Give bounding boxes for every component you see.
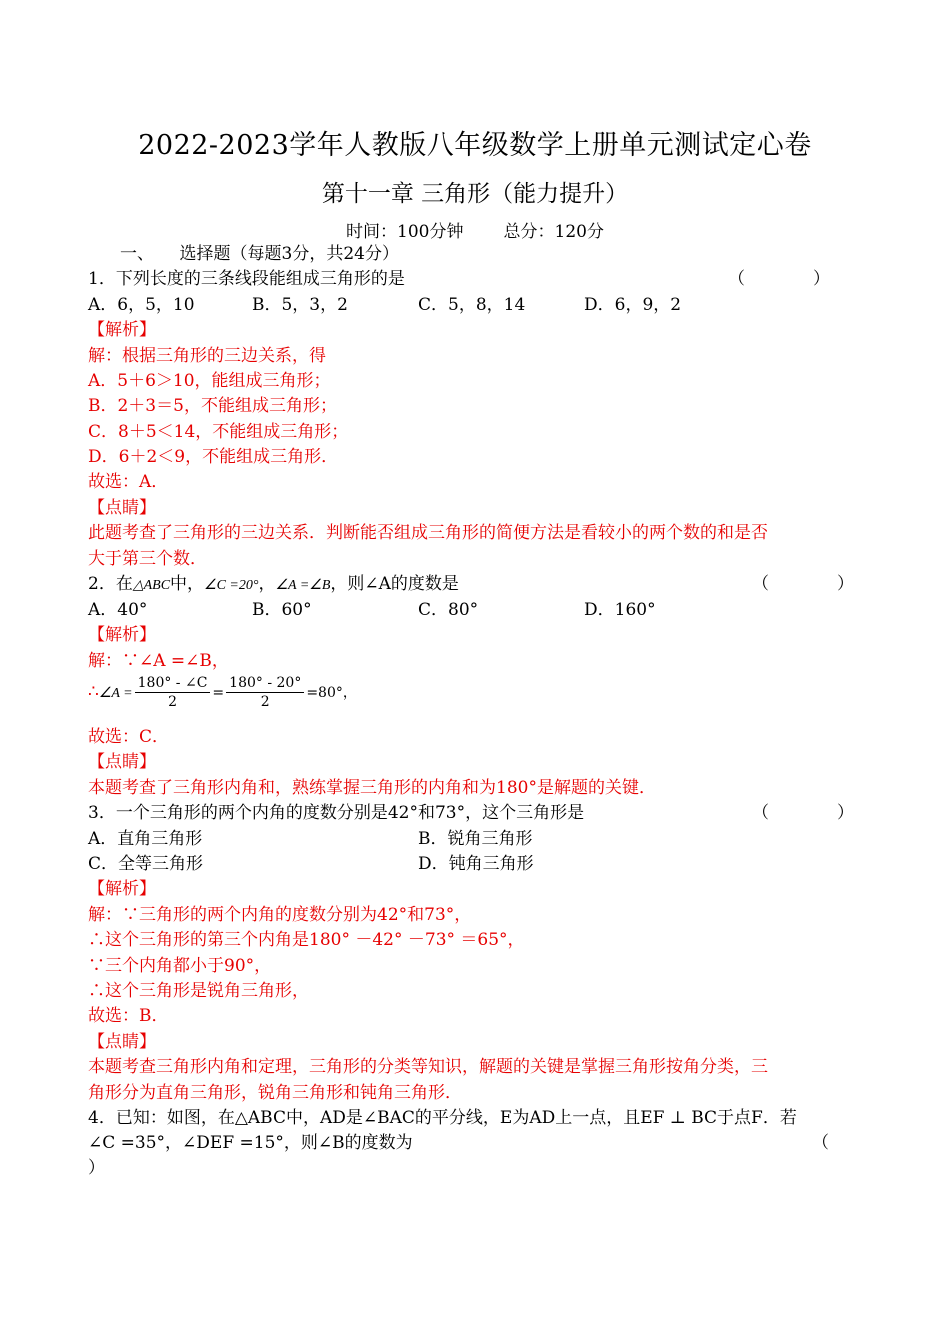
q4-paren-close: ） bbox=[88, 1158, 105, 1178]
chapter-subtitle: 第十一章 三角形（能力提升） bbox=[321, 181, 629, 207]
q1-jiexi-heading: 【解析】 bbox=[88, 320, 156, 340]
fraction: $\frac{180^\circ - \angle C}{2}$ bbox=[135, 674, 211, 711]
q2-stem: 2．在△ABC中，∠C =20°，∠A =∠B，则∠A的度数是 bbox=[88, 574, 459, 594]
q1-solution-line: 解：根据三角形的三边关系，得 bbox=[88, 346, 326, 366]
q2-dianjing-heading: 【点睛】 bbox=[88, 752, 156, 772]
q2-note: 本题考查了三角形内角和，熟练掌握三角形的内角和为180°是解题的关键． bbox=[88, 778, 656, 798]
q3-solution-line: ∴这个三角形的第三个内角是180° －42° －73° ＝65°， bbox=[88, 930, 525, 950]
q1-solution-line: D．6＋2＜9，不能组成三角形． bbox=[88, 447, 339, 467]
q1-option-d: D．6，9，2 bbox=[584, 295, 682, 315]
q1-note-line: 此题考查了三角形的三边关系．判断能否组成三角形的简便方法是看较小的两个数的和是否 bbox=[88, 523, 768, 543]
q1-option-c: C．5，8，14 bbox=[418, 295, 526, 315]
q2-formula: ∴∠A = $\frac{180^\circ - \angle C}{2}$ = $\frac{180^\circ - 20^\circ}{2}$ =80°， bbox=[88, 675, 357, 710]
q2-answer: 故选：C． bbox=[88, 727, 170, 747]
q3-stem: 3．一个三角形的两个内角的度数分别是42°和73°，这个三角形是 bbox=[88, 803, 585, 823]
q1-solution-line: A．5＋6＞10，能组成三角形； bbox=[88, 371, 331, 391]
exam-info bbox=[0, 217, 950, 242]
q3-jiexi-heading: 【解析】 bbox=[88, 879, 156, 899]
q3-option-a: A．直角三角形 bbox=[88, 829, 203, 849]
q3-solution-line: ∴这个三角形是锐角三角形， bbox=[88, 981, 309, 1001]
q1-stem: 1．下列长度的三条线段能组成三角形的是 bbox=[88, 269, 405, 289]
q3-answer-paren: （ ） bbox=[752, 803, 854, 823]
q2-option-c: C．80° bbox=[418, 600, 479, 620]
q3-solution-line: 解：∵三角形的两个内角的度数分别为42°和73°， bbox=[88, 905, 472, 925]
q2-solution-line: 解：∵∠A =∠B， bbox=[88, 651, 229, 671]
q2-angle-equality: ∠A =∠B bbox=[275, 578, 331, 593]
q2-answer-paren: （ ） bbox=[752, 574, 854, 594]
q1-solution-line: B．2＋3＝5，不能组成三角形； bbox=[88, 396, 337, 416]
time-label: 时间：100分钟 bbox=[346, 222, 464, 242]
fraction: $\frac{180^\circ - 20^\circ}{2}$ bbox=[226, 674, 304, 711]
q1-note-line: 大于第三个数． bbox=[88, 549, 207, 569]
q4-stem-line2: ∠C =35°，∠DEF =15°，则∠B的度数为 bbox=[88, 1133, 413, 1153]
document-title: 2022-2023学年人教版八年级数学上册单元测试定心卷 bbox=[138, 130, 812, 161]
q3-note-line: 角形分为直角三角形，锐角三角形和钝角三角形． bbox=[88, 1083, 462, 1103]
q3-note-line: 本题考查三角形内角和定理，三角形的分类等知识，解题的关键是掌握三角形按角分类，三 bbox=[88, 1057, 768, 1077]
q2-jiexi-heading: 【解析】 bbox=[88, 625, 156, 645]
q2-angle-c: ∠C =20° bbox=[204, 578, 259, 593]
q3-answer: 故选：B． bbox=[88, 1006, 169, 1026]
q4-paren-open: （ bbox=[812, 1133, 829, 1153]
q3-option-b: B．锐角三角形 bbox=[418, 829, 533, 849]
q3-option-c: C．全等三角形 bbox=[88, 854, 204, 874]
q1-dianjing-heading: 【点睛】 bbox=[88, 498, 156, 518]
q2-option-d: D．160° bbox=[584, 600, 656, 620]
q3-solution-line: ∵三个内角都小于90°， bbox=[88, 956, 272, 976]
q3-dianjing-heading: 【点睛】 bbox=[88, 1032, 156, 1052]
q1-option-b: B．5，3，2 bbox=[252, 295, 348, 315]
q4-stem-line1: 4．已知：如图，在△ABC中，AD是∠BAC的平分线，E为AD上一点，且EF ⊥ BC于点F．若 bbox=[88, 1108, 797, 1128]
section-heading: 一、 选择题（每题3分，共24分） bbox=[120, 244, 399, 264]
q2-triangle: △ABC bbox=[132, 578, 171, 593]
q2-option-a: A．40° bbox=[88, 600, 148, 620]
total-label: 总分：120分 bbox=[503, 222, 604, 242]
q1-option-a: A．6，5，10 bbox=[88, 295, 195, 315]
q1-solution-line: C．8＋5＜14，不能组成三角形； bbox=[88, 422, 349, 442]
q1-answer-paren: （ ） bbox=[728, 269, 830, 289]
q1-answer: 故选：A． bbox=[88, 472, 169, 492]
q3-option-d: D．钝角三角形 bbox=[418, 854, 534, 874]
q2-option-b: B．60° bbox=[252, 600, 312, 620]
